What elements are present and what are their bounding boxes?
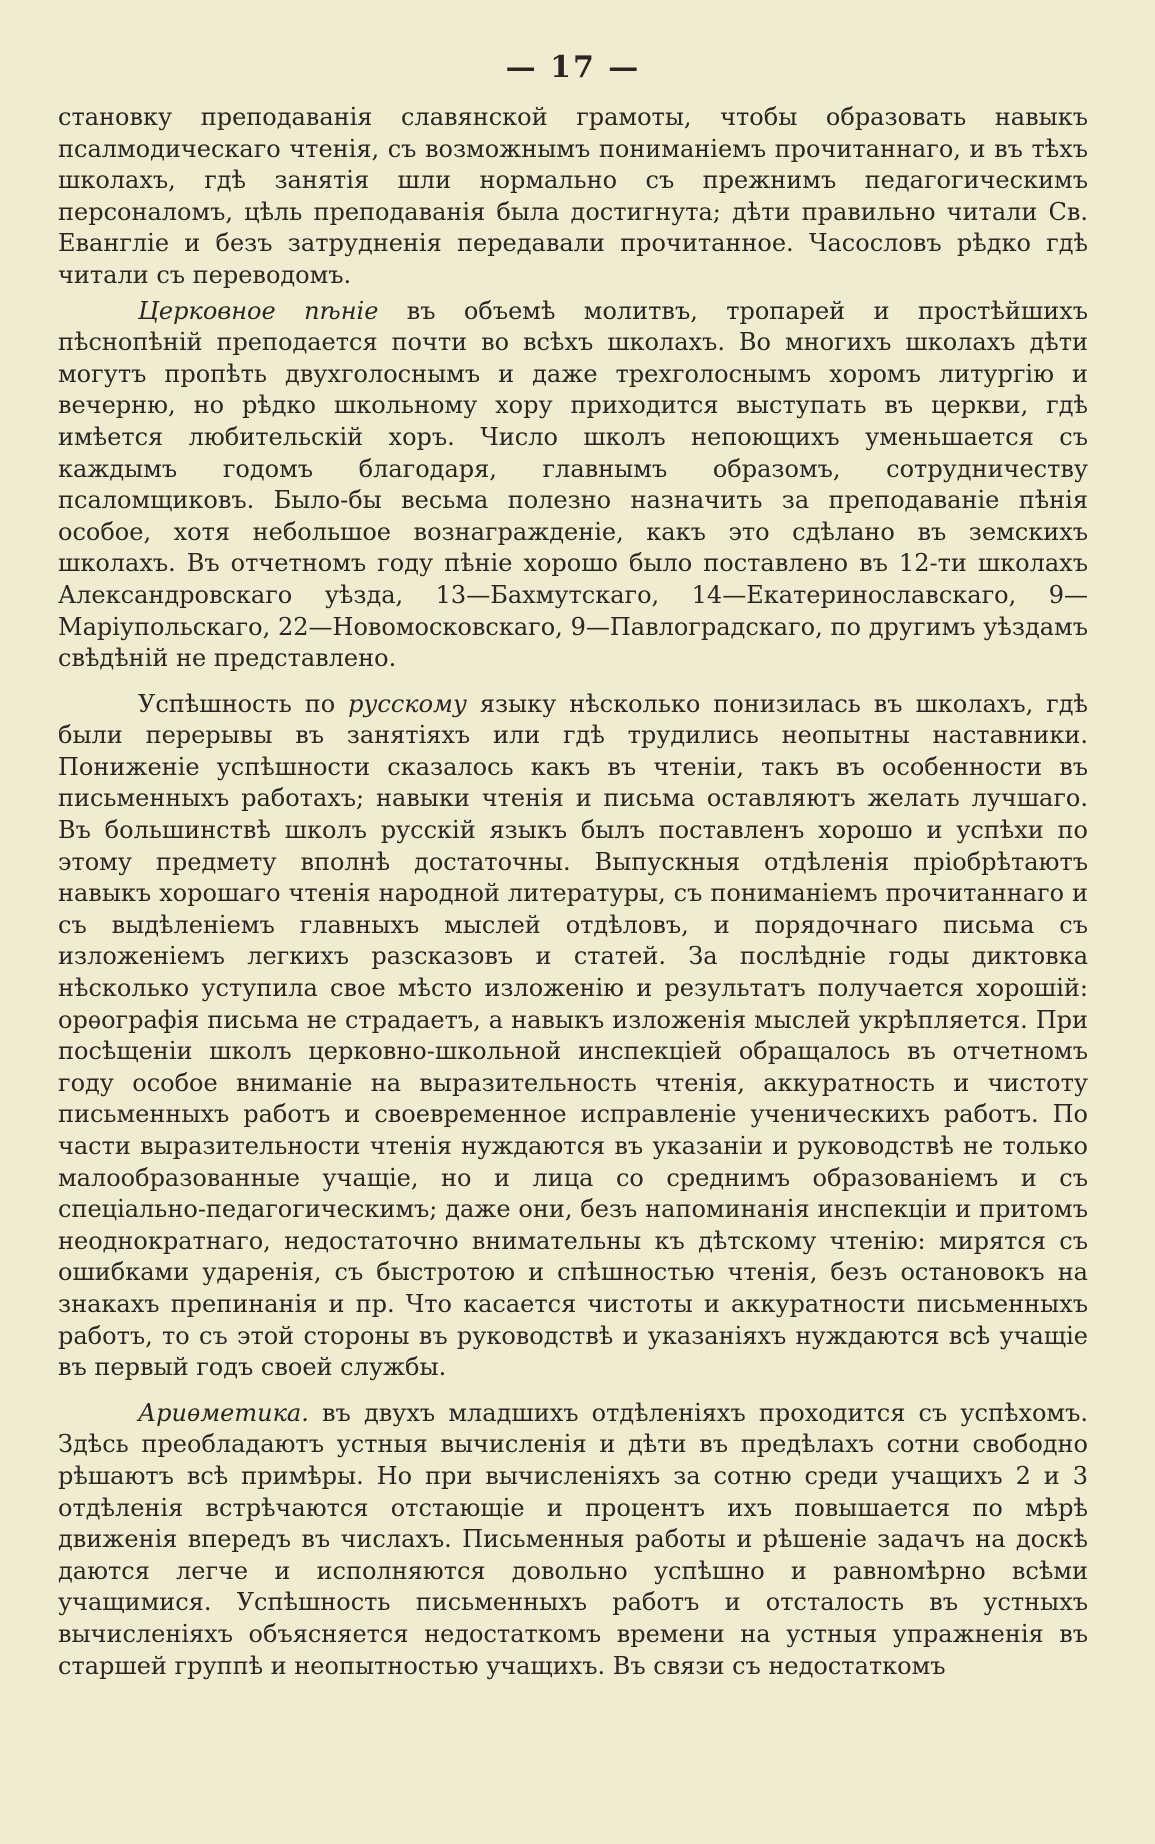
- section-lead-church-singing: Церковное пѣніе: [138, 296, 379, 325]
- document-page: [58, 48, 1088, 1682]
- section-lead-russian: русскому: [348, 689, 467, 718]
- paragraph-slavonic-reading: [58, 102, 1088, 292]
- section-lead-arithmetic: Ариѳметика.: [138, 1398, 309, 1427]
- paragraph-text-before: Успѣшность по: [138, 689, 349, 718]
- paragraph-text: становку преподаванія славянской грамоты, чтобы образовать навыкъ псалмодическаго чтенія, съ возможнымъ пониманіемъ прочитаннаго, и въ тѣхъ школахъ, гдѣ занятія шли нормально съ прежнимъ педагогическимъ персоналомъ, цѣль преподаванія была достигнута; дѣти правильно читали Св. Евангліе и безъ затрудненія передавали прочитанное. Часословъ рѣдко гдѣ читали съ переводомъ.: [58, 103, 1088, 289]
- page-number: — 17 —: [505, 50, 641, 85]
- paragraph-russian-language: [58, 689, 1088, 1384]
- paragraph-text: въ двухъ младшихъ отдѣленіяхъ проходится съ успѣхомъ. Здѣсь преобладаютъ устныя вычисленія и дѣти въ предѣлахъ сотни свободно рѣшаютъ всѣ примѣры. Но при вычисленіяхъ за сотню среди учащихъ 2 и 3 отдѣленія встрѣчаются отстающіе и процентъ ихъ повышается по мѣрѣ движенія впередъ въ числахъ. Письменныя работы и рѣшеніе задачъ на доскѣ даются легче и исполняются довольно успѣшно и равномѣрно всѣми учащимися. Успѣшность письменныхъ работъ и отсталость въ устныхъ вычисленіяхъ объясняется недостаткомъ времени на устныя упражненія въ старшей группѣ и неопытностью учащихъ. Въ связи съ недостаткомъ: [58, 1398, 1088, 1680]
- paragraph-text: языку нѣсколько понизилась въ школахъ, гдѣ были перерывы въ занятіяхъ или гдѣ трудились неопытны наставники. Пониженіе успѣшности сказалось какъ въ чтеніи, такъ въ особенности въ письменныхъ работахъ; навыки чтенія и письма оставляютъ желать лучшаго. Въ большинствѣ школъ русскій языкъ былъ поставленъ хорошо и успѣхи по этому предмету вполнѣ достаточны. Выпускныя отдѣленія пріобрѣтаютъ навыкъ хорошаго чтенія народной литературы, съ пониманіемъ прочитаннаго и съ выдѣленіемъ главныхъ мыслей отдѣловъ, и порядочнаго письма съ изложеніемъ легкихъ разсказовъ и статей. За послѣдніе годы диктовка нѣсколько уступила свое мѣсто изложенію и результатъ получается хорошій: орѳографія письма не страдаетъ, а навыкъ изложенія мыслей укрѣпляется. При посѣщеніи школъ церковно-школьной инспекціей обращалось въ отчетномъ году особое вниманіе на выразительность чтенія, аккуратность и чистоту письменныхъ работъ и своевременное исправленіе ученическихъ работъ. По части выразительности чтенія нуждаются въ указаніи и руководствѣ не только малообразованные учащіе, но и лица со среднимъ образованіемъ и съ спеціально-педагогическимъ; даже они, безъ напоминанія инспекціи и притомъ неоднократнаго, недостаточно внимательны къ дѣтскому чтенію: мирятся съ ошибками ударенія, съ быстротою и спѣшностью чтенія, безъ остановокъ на знакахъ препинанія и пр. Что касается чистоты и аккуратности письменныхъ работъ, то съ этой стороны въ руководствѣ и указаніяхъ нуждаются всѣ учащіе въ первый годъ своей службы.: [58, 689, 1088, 1382]
- paragraph-church-singing: [58, 296, 1088, 675]
- paragraph-text: въ объемѣ молитвъ, тропарей и простѣйшихъ пѣснопѣній преподается почти во всѣхъ школахъ. Во многихъ школахъ дѣти могутъ пропѣть двухголоснымъ и даже трехголоснымъ хоромъ литургію и вечерню, но рѣдко школьному хору приходится выступать въ церкви, гдѣ имѣется любительскій хоръ. Число школъ непоющихъ уменьшается съ каждымъ годомъ благодаря, главнымъ образомъ, сотрудничеству псаломщиковъ. Было-бы весьма полезно назначить за преподаваніе пѣнія особое, хотя небольшое вознагражденіе, какъ это сдѣлано въ земскихъ школахъ. Въ отчетномъ году пѣніе хорошо было поставлено въ 12-ти школахъ Александровскаго уѣзда, 13—Бахмутскаго, 14—Екатеринославскаго, 9—Маріупольскаго, 22—Новомосковскаго, 9—Павлоградскаго, по другимъ уѣздамъ свѣдѣній не представлено.: [58, 296, 1089, 673]
- paragraph-arithmetic: [58, 1398, 1088, 1682]
